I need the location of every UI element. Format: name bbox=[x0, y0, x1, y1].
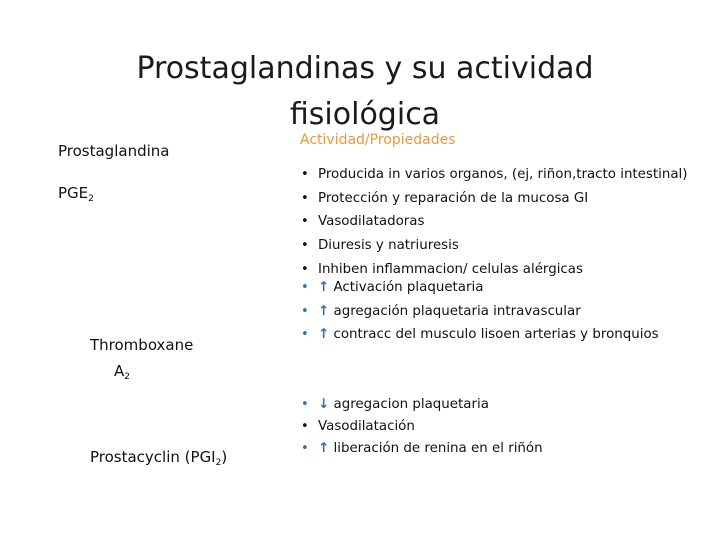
bullet-icon: • bbox=[301, 238, 309, 254]
list-item bbox=[300, 417, 543, 437]
thromboxane-a-sub: 2 bbox=[124, 372, 130, 382]
thromboxane-list bbox=[300, 276, 659, 347]
list-item-text: Protección y reparación de la mucosa GI bbox=[318, 190, 589, 206]
bullet-icon: • bbox=[301, 440, 309, 456]
bullet-icon: • bbox=[301, 280, 309, 295]
up-arrow-icon: ↑ bbox=[318, 440, 330, 456]
prostacyclin-sub: 2 bbox=[215, 458, 222, 468]
prostacyclin-end: ) bbox=[221, 448, 228, 466]
thromboxane-label: Thromboxane bbox=[90, 336, 194, 354]
thromboxane-a2-label bbox=[114, 362, 130, 382]
list-item bbox=[300, 437, 543, 461]
list-item-text: Vasodilatación bbox=[318, 418, 415, 434]
up-arrow-icon: ↑ bbox=[318, 280, 330, 295]
pge2-main: PGE bbox=[58, 184, 89, 202]
list-item bbox=[300, 210, 688, 234]
down-arrow-icon: ↓ bbox=[318, 397, 330, 412]
pge2-label bbox=[58, 184, 94, 204]
list-item bbox=[300, 300, 659, 324]
column-header: Actividad/Propiedades bbox=[300, 132, 456, 148]
pge2-sub: 2 bbox=[88, 194, 94, 204]
list-item bbox=[300, 323, 659, 347]
prostaglandina-label: Prostaglandina bbox=[58, 142, 170, 160]
prostacyclin-label bbox=[90, 448, 227, 468]
prostacyclin-main: Prostacyclin (PGI bbox=[90, 448, 216, 466]
list-item-text: Diuresis y natriuresis bbox=[318, 238, 459, 254]
bullet-icon: • bbox=[301, 418, 309, 434]
list-item-text: Inhiben inflammacion/ celulas alérgicas bbox=[318, 261, 583, 277]
bullet-icon: • bbox=[301, 303, 309, 319]
list-item-text: Activación plaquetaria bbox=[333, 280, 484, 295]
thromboxane-a-main: A bbox=[114, 362, 125, 380]
list-item bbox=[300, 187, 688, 211]
bullet-icon: • bbox=[301, 327, 309, 343]
bullet-icon: • bbox=[301, 397, 309, 412]
list-item bbox=[300, 393, 543, 417]
up-arrow-icon: ↑ bbox=[318, 327, 330, 343]
list-item-text: Vasodilatadoras bbox=[318, 214, 425, 230]
bullet-icon: • bbox=[301, 190, 309, 206]
list-item-text: agregación plaquetaria intravascular bbox=[333, 303, 581, 319]
bullet-icon: • bbox=[301, 167, 309, 182]
list-item-text: agregacion plaquetaria bbox=[333, 397, 489, 412]
bullet-icon: • bbox=[301, 214, 309, 230]
list-item bbox=[300, 163, 688, 187]
slide-title: Prostaglandinas y su actividad fisiológica bbox=[136, 51, 594, 132]
list-item-text: liberación de renina en el riñón bbox=[333, 440, 543, 456]
up-arrow-icon: ↑ bbox=[318, 303, 330, 319]
prostacyclin-list bbox=[300, 393, 543, 460]
list-item bbox=[300, 276, 659, 300]
pge2-list bbox=[300, 163, 688, 281]
list-item bbox=[300, 234, 688, 258]
list-item-text: Producida in varios organos, (ej, riñon,tracto intestinal) bbox=[318, 167, 688, 182]
list-item-text: contracc del musculo lisoen arterias y bronquios bbox=[333, 327, 659, 343]
bullet-icon: • bbox=[301, 261, 309, 277]
